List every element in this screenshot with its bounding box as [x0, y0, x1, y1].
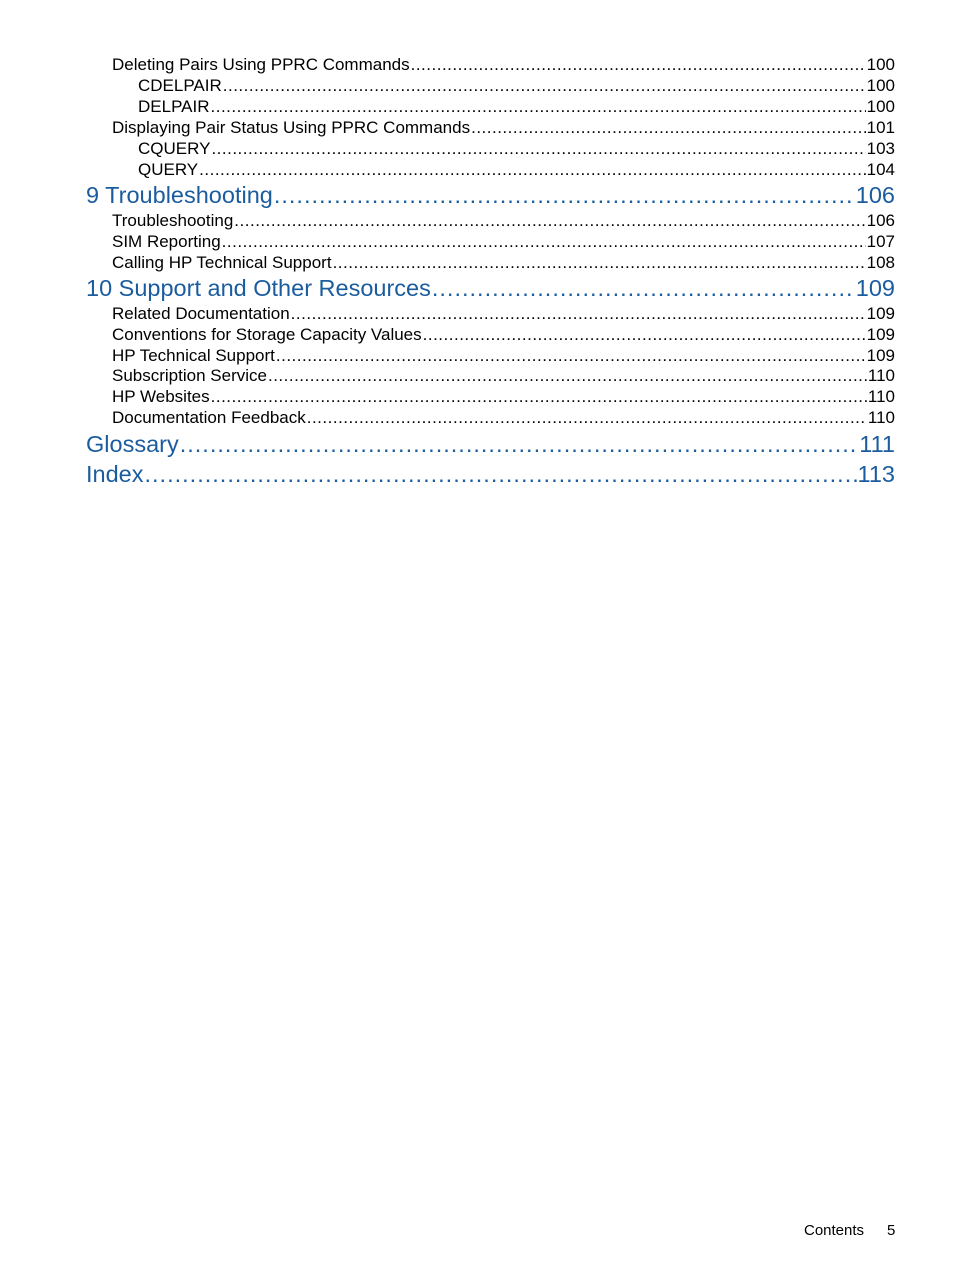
dot-leader — [180, 431, 859, 458]
toc-entry-page: 106 — [866, 211, 895, 230]
dot-leader — [211, 387, 867, 407]
toc-entry-label: Related Documentation — [112, 304, 290, 323]
footer-section-label: Contents — [804, 1222, 865, 1239]
toc-chapter-page: 106 — [855, 182, 895, 208]
toc-chapter-label: Index — [86, 461, 144, 487]
toc-entry-page: 100 — [866, 76, 895, 95]
toc-entry-label: DELPAIR — [138, 97, 210, 116]
dot-leader — [274, 182, 855, 209]
toc-entry-troubleshooting[interactable] — [112, 211, 895, 231]
toc-entry-label: HP Websites — [112, 387, 210, 406]
toc-entry-calling-hp-support[interactable] — [112, 253, 895, 273]
dot-leader — [333, 253, 866, 273]
toc-chapter-page: 111 — [859, 431, 895, 457]
dot-leader — [471, 118, 866, 138]
toc-entry-displaying-pair-status[interactable] — [112, 118, 895, 138]
toc-entry-hp-websites[interactable] — [112, 387, 895, 407]
toc-entry-page: 100 — [866, 55, 895, 74]
toc-entry-page: 109 — [866, 346, 895, 365]
toc-entry-label: CQUERY — [138, 139, 211, 158]
toc-entry-delpair[interactable] — [138, 97, 895, 117]
toc-chapter-page: 113 — [857, 461, 895, 487]
toc-entry-cquery[interactable] — [138, 139, 895, 159]
dot-leader — [432, 275, 855, 302]
toc-entry-label: Deleting Pairs Using PPRC Commands — [112, 55, 410, 74]
toc-entry-page: 101 — [866, 118, 895, 137]
dot-leader — [276, 346, 866, 366]
toc-entry-cdelpair[interactable] — [138, 76, 895, 96]
toc-entry-label: Documentation Feedback — [112, 408, 306, 427]
toc-entry-page: 103 — [866, 139, 895, 158]
toc-entry-page: 108 — [866, 253, 895, 272]
toc-chapter-label: 9 Troubleshooting — [86, 182, 273, 208]
dot-leader — [223, 76, 866, 96]
toc-entry-conventions[interactable] — [112, 325, 895, 345]
toc-entry-page: 107 — [866, 232, 895, 251]
footer-page-number: 5 — [887, 1222, 896, 1239]
toc-entry-page: 110 — [867, 387, 895, 406]
toc-chapter-label: Glossary — [86, 431, 179, 457]
toc-entry-page: 110 — [867, 408, 895, 427]
toc-entry-label: QUERY — [138, 160, 199, 179]
dot-leader — [234, 211, 865, 231]
toc-chapter-label: 10 Support and Other Resources — [86, 275, 431, 301]
toc-entry-label: CDELPAIR — [138, 76, 222, 95]
dot-leader — [411, 55, 866, 75]
toc-entry-query[interactable] — [138, 160, 895, 180]
dot-leader — [268, 366, 867, 386]
dot-leader — [199, 160, 865, 180]
toc-entry-page: 109 — [866, 304, 895, 323]
toc-entry-label: HP Technical Support — [112, 346, 275, 365]
toc-entry-label: Displaying Pair Status Using PPRC Commands — [112, 118, 471, 137]
dot-leader — [291, 304, 866, 324]
toc-entry-label: SIM Reporting — [112, 232, 221, 251]
toc-entry-label: Conventions for Storage Capacity Values — [112, 325, 422, 344]
toc-chapter-troubleshooting[interactable] — [86, 182, 895, 209]
dot-leader — [211, 139, 865, 159]
toc-entry-label: Calling HP Technical Support — [112, 253, 332, 272]
dot-leader — [307, 408, 867, 428]
dot-leader — [145, 461, 857, 488]
toc-chapter-support-resources[interactable] — [86, 275, 895, 302]
toc-chapter-glossary[interactable] — [86, 431, 895, 458]
toc-entry-hp-technical-support[interactable] — [112, 346, 895, 366]
toc-entry-subscription-service[interactable] — [112, 366, 895, 386]
toc-entry-page: 100 — [866, 97, 895, 116]
dot-leader — [222, 232, 866, 252]
dot-leader — [423, 325, 866, 345]
toc-entry-documentation-feedback[interactable] — [112, 408, 895, 428]
toc-entry-sim-reporting[interactable] — [112, 232, 895, 252]
toc-entry-label: Troubleshooting — [112, 211, 234, 230]
toc-entry-related-documentation[interactable] — [112, 304, 895, 324]
toc-entry-page: 109 — [866, 325, 895, 344]
toc-entry-deleting-pairs[interactable] — [112, 55, 895, 75]
toc-entry-label: Subscription Service — [112, 366, 267, 385]
toc-entry-page: 104 — [866, 160, 895, 179]
toc-chapter-page: 109 — [855, 275, 895, 301]
toc-entry-page: 110 — [867, 366, 895, 385]
toc-chapter-index[interactable] — [86, 461, 895, 488]
dot-leader — [211, 97, 866, 117]
